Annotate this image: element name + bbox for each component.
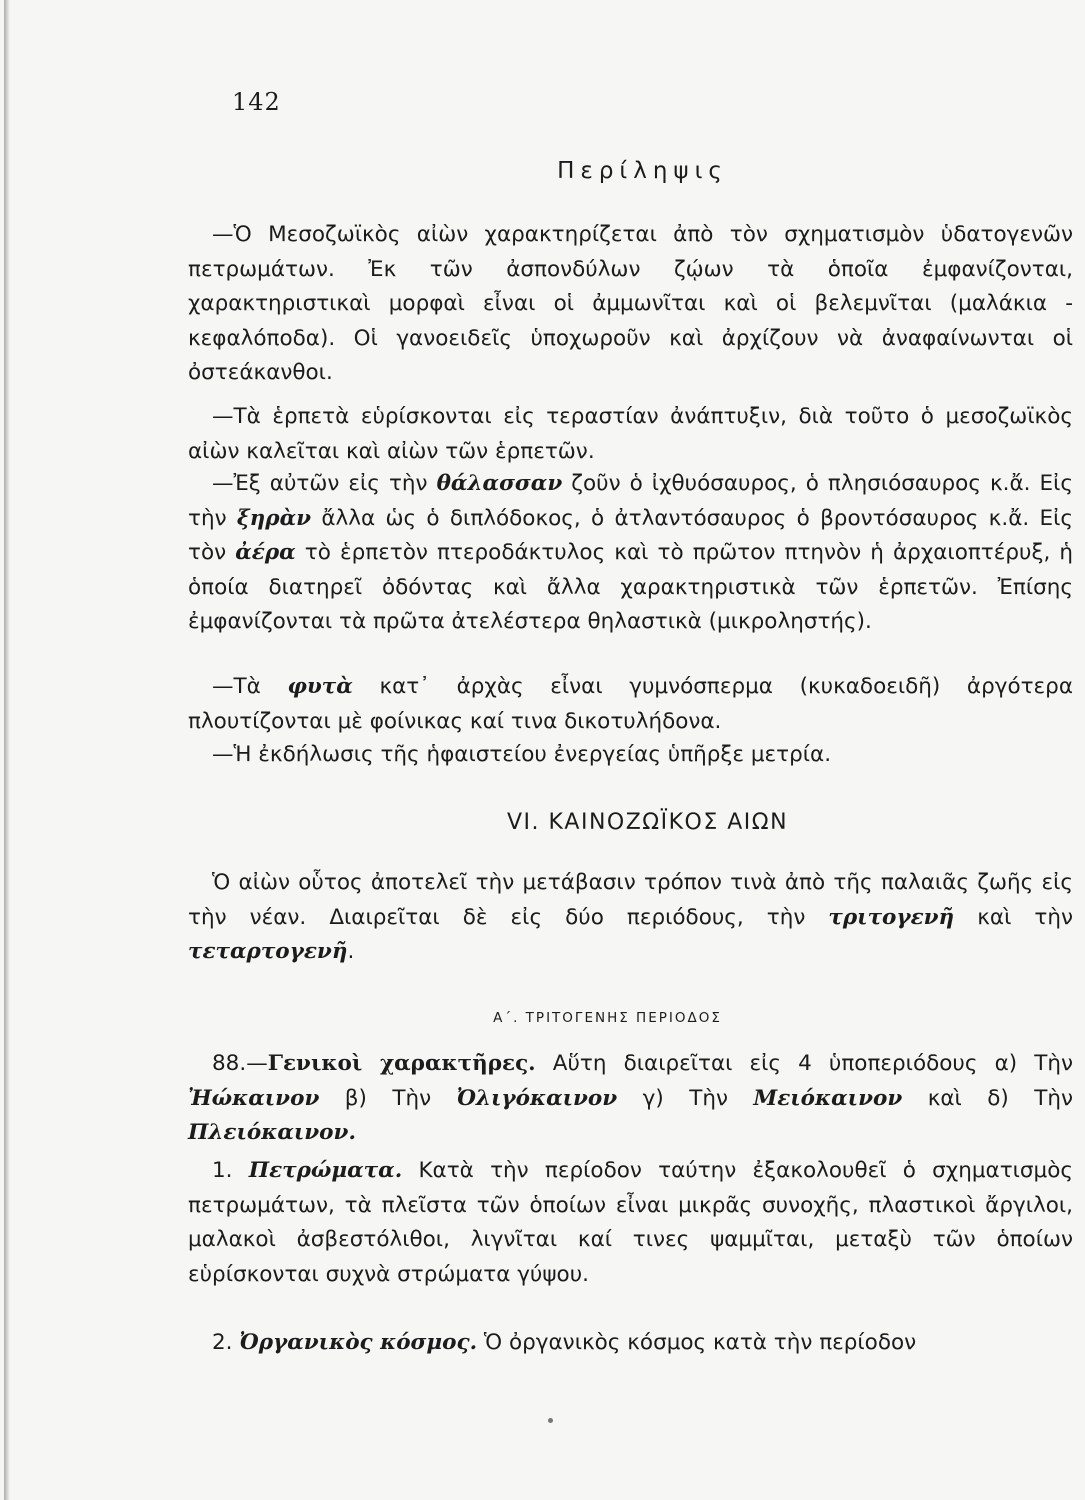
emphasis-miocene: Μειόκαινον bbox=[753, 1085, 903, 1111]
heading-rocks: Πετρώματα. bbox=[248, 1158, 403, 1183]
heading-organic-world: Ὀργανικὸς κόσμος. bbox=[239, 1330, 478, 1355]
heading-general-characteristics: Γενικοὶ χαρακτῆρες. bbox=[267, 1051, 536, 1076]
emphasis-tertiary: τριτογενῆ bbox=[828, 904, 955, 930]
paragraph-organic-world: 2. Ὀργανικὸς κόσμος. Ὁ ὀργανικὸς κόσμος κατὰ τὴν περίοδον bbox=[212, 1330, 917, 1355]
ink-speck bbox=[548, 1418, 553, 1423]
emphasis-sea: θάλασσαν bbox=[436, 471, 563, 496]
emphasis-oligocene: Ὀλιγόκαινον bbox=[456, 1085, 618, 1111]
paragraph-general-characteristics: 88.—Γενικοὶ χαρακτῆρες. Αὕτη διαιρεῖται εἰς 4 ὑποπεριόδους α) Τὴν Ἠώκαινον β) Τὴν Ὀλιγόκαινον γ) Τὴν Μειόκαινον καὶ δ) Τὴν Πλειόκαινον. bbox=[188, 1051, 1074, 1145]
emphasis-air: ἀέρα bbox=[235, 540, 296, 565]
paragraph-cenozoic-intro: Ὁ αἰὼν οὗτος ἀποτελεῖ τὴν μετάβασιν τρόπον τινὰ ἀπὸ τῆς παλαιᾶς ζωῆς εἰς τὴν νέαν. Διαιρεῖται δὲ εἰς δύο περιόδους, τὴν τριτογενῆ καὶ τὴν τεταρτογενῆ. bbox=[188, 870, 1073, 964]
emphasis-eocene: Ἠώκαινον bbox=[188, 1085, 320, 1111]
emphasis-plants: φυτὰ bbox=[287, 674, 353, 699]
subheading-tertiary-period: Α΄. ΤΡΙΤΟΓΕΝΗΣ ΠΕΡΙΟΔΟΣ bbox=[493, 1010, 722, 1026]
section-heading: VI. ΚΑΙΝΟΖΩΪΚΟΣ ΑΙΩΝ bbox=[506, 810, 789, 835]
summary-title: Περίληψις bbox=[557, 158, 728, 184]
paragraph-reptiles: —Τὰ ἑρπετὰ εὑρίσκονται εἰς τεραστίαν ἀνάπτυξιν, διὰ τοῦτο ὁ μεσοζωϊκὸς αἰὼν καλεῖται καὶ αἰὼν τῶν ἑρπετῶν. bbox=[188, 404, 1073, 464]
emphasis-quaternary: τεταρτογενῆ bbox=[188, 939, 348, 964]
paragraph-volcanic: —Ἡ ἐκδήλωσις τῆς ἡφαιστείου ἐνεργείας ὑπῆρξε μετρία. bbox=[212, 742, 832, 767]
emphasis-land: ξηρὰν bbox=[236, 505, 312, 531]
page-number: 142 bbox=[232, 88, 281, 116]
paragraph-reptile-habitats: —Ἐξ αὐτῶν εἰς τὴν θάλασσαν ζοῦν ὁ ἰχθυόσαυρος, ὁ πλησιόσαυρος κ.ἄ. Εἰς τὴν ξηρὰν ἄλλα ὡς ὁ διπλόδοκος, ὁ ἀτλαντόσαυρος ὁ βροντόσαυρος κ.ἄ. Εἰς τὸν ἀέρα τὸ ἑρπετὸν πτεροδάκτυλος καὶ τὸ πρῶτον πτηνὸν ἡ ἀρχαιοπτέρυξ, ἡ ὁποία διατηρεῖ ὀδόντας καὶ ἄλλα χαρακτηριστικὰ τῶν ἑρπετῶν. Ἐπίσης ἐμφανίζονται τὰ πρῶτα ἀτελέστερα θηλαστικὰ (μικροληστής). bbox=[188, 471, 1073, 634]
emphasis-pliocene: Πλειόκαινον. bbox=[188, 1120, 356, 1145]
paragraph-plants: —Τὰ φυτὰ κατ᾽ ἀρχὰς εἶναι γυμνόσπερμα (κυκαδοειδῆ) ἀργότερα πλουτίζονται μὲ φοίνικας καί τινα δικοτυλήδονα. bbox=[188, 674, 1073, 734]
paragraph-rocks: 1. Πετρώματα. Κατὰ τὴν περίοδον ταύτην ἐξακολουθεῖ ὁ σχηματισμὸς πετρωμάτων, τὰ πλεῖστα τῶν ὁποίων εἶναι μικρᾶς συνοχῆς, πλαστικοὶ ἄργιλοι, μαλακοὶ ἀσβεστόλιθοι, λιγνῖται καί τινες ψαμμῖται, μεταξὺ τῶν ὁποίων εὑρίσκονται συχνὰ στρώματα γύψου. bbox=[188, 1158, 1073, 1287]
paragraph-mesozoic-overview: —Ὁ Μεσοζωϊκὸς αἰὼν χαρακτηρίζεται ἀπὸ τὸν σχηματισμὸν ὑδατογενῶν πετρωμάτων. Ἐκ τῶν ἀσπονδύλων ζῴων τὰ ὁποῖα ἐμφανίζονται, χαρακτηριστικαὶ μορφαὶ εἶναι οἱ ἀμμωνῖται καὶ οἱ βελεμνῖται (μαλάκια - κεφαλόποδα). Οἱ γανοειδεῖς ὑποχωροῦν καὶ ἀρχίζουν νὰ ἀναφαίνωνται οἱ ὀστεάκανθοι. bbox=[188, 222, 1073, 385]
